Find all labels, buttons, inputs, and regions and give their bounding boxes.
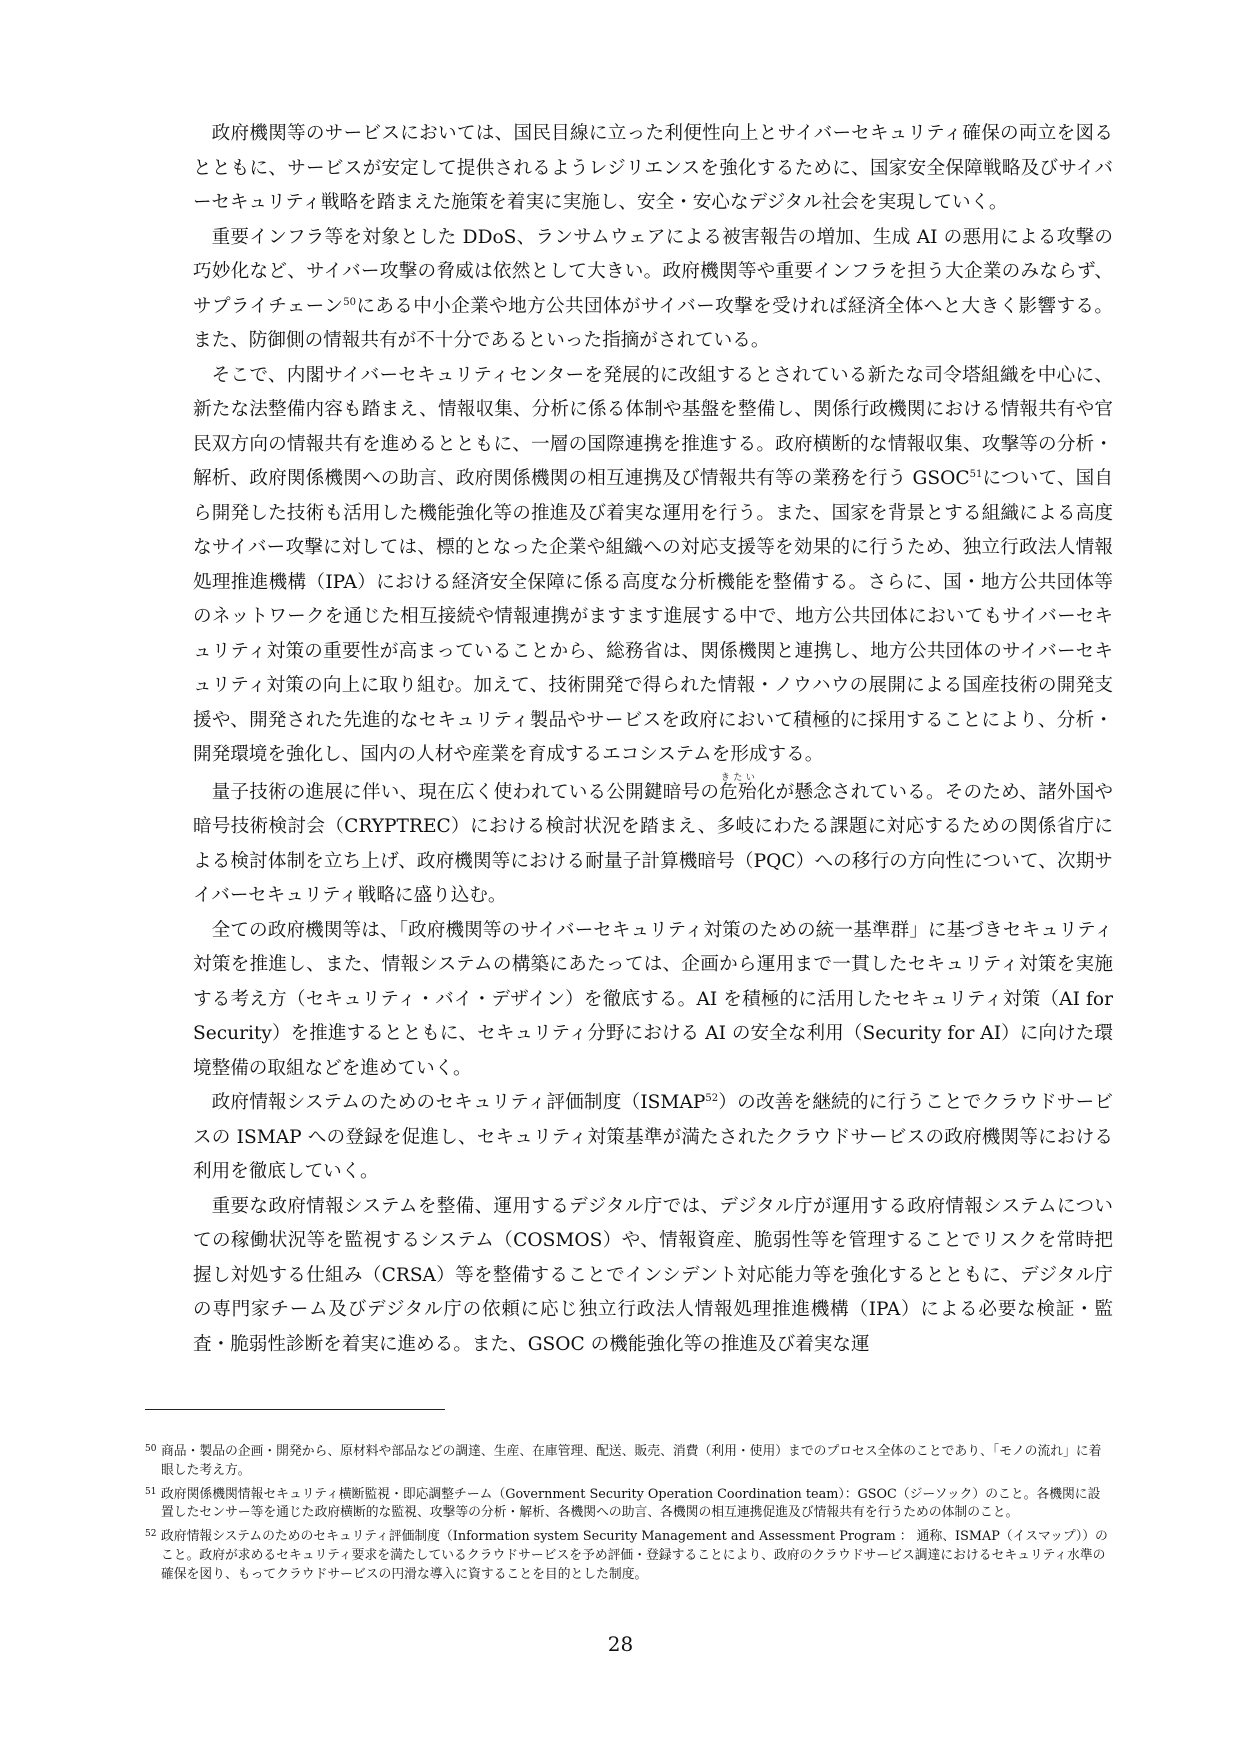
footnote-divider [145,1409,445,1410]
paragraph-text: 重要インフラ等を対象とした DDoS、ランサムウェアによる被害報告の増加、生成 AI の悪用による攻撃の巧妙化など、サイバー攻撃の脅威は依然として大きい。政府機関等や重要インフラを担う大企業のみならず、サプライチェーン [193,226,1113,317]
paragraph-4 [193,773,1113,914]
paragraph-text: ）の改善を継続的に行うことでクラウドサービスの ISMAP への登録を促進し、セキュリティ対策基準が満たされたクラウドサービスの政府機関等における利用を徹底していく。 [193,1092,1113,1182]
footnote-number: 52 [145,1529,157,1540]
footnote-number: 50 [145,1444,157,1454]
footnote-ref-51[interactable]: 51 [969,469,983,480]
footnote-ref-52[interactable]: 52 [705,1093,719,1104]
paragraph-1 [193,117,1113,221]
paragraph-2 [193,221,1113,359]
ruby-base: 危殆 [719,781,757,803]
footnote-text: 政府情報システムのためのセキュリティ評価制度（Information system Security Management and Assessment Program ： 通称、ISMAP（イスマップ））のこと。政府が求めるセキュリティ要求を満たしているクラウドサービスを予め評価・登録することにより、政府のクラウドサービス調達におけるセキュリティ水準の確保を図り、もってクラウドサービスの円滑な導入に資することを目的とした制度。 [161,1529,1108,1582]
body-text [193,117,1113,1362]
paragraph-text: 政府情報システムのためのセキュリティ評価制度（ISMAP [211,1092,706,1113]
footnote-text: 政府関係機関情報セキュリティ横断監視・即応調整チーム（Government Security Operation Coordination team）：GSOC（ジーソック）のこと。各機関に設置したセンサー等を通じた政府横断的な監視、攻撃等の分析・解析、各機関への助言、各機関の相互連携促進及び情報共有を行うための体制のこと。 [161,1486,1101,1521]
paragraph-text: 重要な政府情報システムを整備、運用するデジタル庁では、デジタル庁が運用する政府情報システムについての稼働状況等を監視するシステム（COSMOS）や、情報資産、脆弱性等を管理することでリスクを常時把握し対処する仕組み（CRSA）等を整備することでインシデント対応能力等を強化するとともに、デジタル庁の専門家チーム及びデジタル庁の依頼に応じ独立行政法人情報処理推進機構（IPA）による必要な検証・監査・脆弱性診断を着実に進める。また、GSOC の機能強化等の推進及び着実な運 [193,1195,1113,1355]
paragraph-text: にある中小企業や地方公共団体がサイバー攻撃を受ければ経済全体へと大きく影響する。また、防御側の情報共有が不十分であるといった指摘がされている。 [193,295,1113,351]
paragraph-6 [193,1086,1113,1190]
footnote-number: 51 [145,1486,157,1497]
paragraph-text: 化が懸念されている。そのため、諸外国や暗号技術検討会（CRYPTREC）における検討状況を踏まえ、多岐にわたる課題に対応するための関係省庁による検討体制を立ち上げ、政府機関等における耐量子計算機暗号（PQC）への移行の方向性について、次期サイバーセキュリティ戦略に盛り込む。 [193,781,1113,906]
footnote-51 [145,1486,1113,1524]
paragraph-7 [193,1190,1113,1363]
ruby-reading: きたい [719,772,757,783]
footnote-52 [145,1528,1113,1584]
paragraph-5 [193,914,1113,1087]
paragraph-text: そこで、内閣サイバーセキュリティセンターを発展的に改組するとされている新たな司令塔組織を中心に、新たな法整備内容も踏まえ、情報収集、分析に係る体制や基盤を整備し、関係行政機関における情報共有や官民双方向の情報共有を進めるとともに、一層の国際連携を推進する。政府横断的な情報収集、攻撃等の分析・解析、政府関係機関への助言、政府関係機関の相互連携及び情報共有等の業務を行う GSOC [193,364,1113,489]
paragraph-text: 政府機関等のサービスにおいては、国民目線に立った利便性向上とサイバーセキュリティ確保の両立を図るとともに、サービスが安定して提供されるようレジリエンスを強化するために、国家安全保障戦略及びサイバーセキュリティ戦略を踏まえた施策を着実に実施し、安全・安心なデジタル社会を実現していく。 [193,123,1113,213]
page-number: 28 [607,1632,634,1656]
footnote-50 [145,1443,1113,1481]
ruby-annotation [719,772,757,803]
paragraph-text: 全ての政府機関等は、「政府機関等のサイバーセキュリティ対策のための統一基準群」に基づきセキュリティ対策を推進し、また、情報システムの構築にあたっては、企画から運用まで一貫したセキュリティ対策を実施する考え方（セキュリティ・バイ・デザイン）を徹底する。AI を積極的に活用したセキュリティ対策（AI for Security）を推進するとともに、セキュリティ分野における AI の安全な利用（Security for AI）に向けた環境整備の取組などを進めていく。 [193,919,1113,1079]
paragraph-3 [193,359,1113,773]
paragraph-text: 量子技術の進展に伴い、現在広く使われている公開鍵暗号の [211,781,720,803]
paragraph-text: について、国自ら開発した技術も活用した機能強化等の推進及び着実な運用を行う。また、国家を背景とする組織による高度なサイバー攻撃に対しては、標的となった企業や組織への対応支援等を効果的に行うため、独立行政法人情報処理推進機構（IPA）における経済安全保障に係る高度な分析機能を整備する。さらに、国・地方公共団体等のネットワークを通じた相互接続や情報連携がますます進展する中で、地方公共団体においてもサイバーセキュリティ対策の重要性が高まっていることから、総務省は、関係機関と連携し、地方公共団体のサイバーセキュリティ対策の向上に取り組む。加えて、技術開発で得られた情報・ノウハウの展開による国産技術の開発支援や、開発された先進的なセキュリティ製品やサービスを政府において積極的に採用することにより、分析・開発環境を強化し、国内の人材や産業を育成するエコシステムを形成する。 [193,468,1113,765]
footnotes [145,1443,1113,1590]
footnote-text: 商品・製品の企画・開発から、原材料や部品などの調達、生産、在庫管理、配送、販売、消費（利用・使用）までのプロセス全体のことであり、「モノの流れ」に着眼した考え方。 [161,1444,1102,1478]
footnote-ref-50[interactable]: 50 [343,296,356,308]
